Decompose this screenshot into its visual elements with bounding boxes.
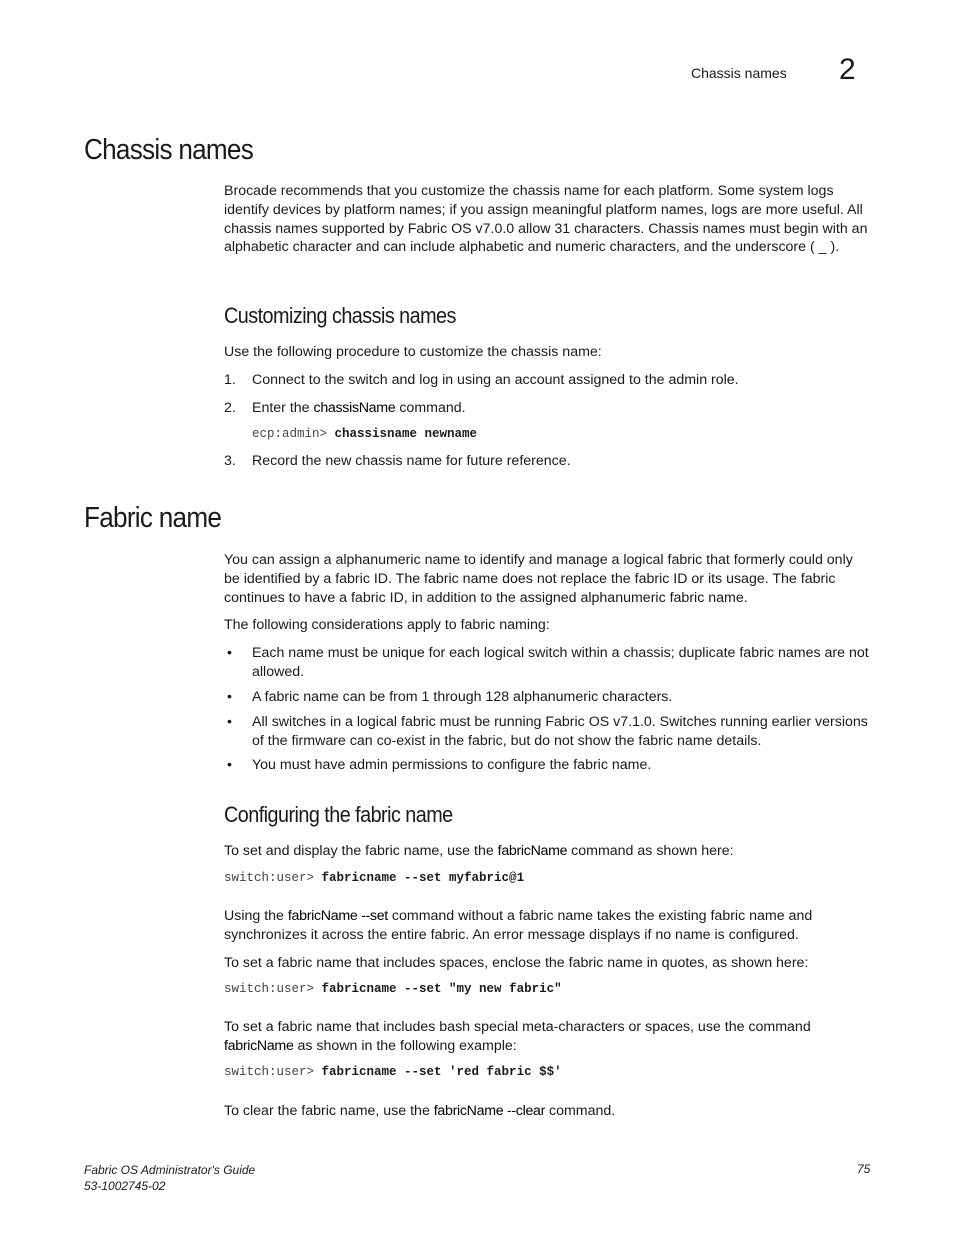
step-text: Connect to the switch and log in using an account assigned to the admin role. xyxy=(252,372,739,388)
subsection-title-customizing: Customizing chassis names xyxy=(224,303,456,328)
step-number: 2. xyxy=(224,400,236,416)
command-name: chassisName xyxy=(313,400,396,416)
bullet-dot: • xyxy=(227,714,232,730)
command-name: fabricName xyxy=(224,1037,294,1054)
configuring-para-4: To set a fabric name that includes bash special meta-characters or spaces, use the command fabricName as shown in the following example: xyxy=(224,1019,811,1054)
subsection-title-configuring: Configuring the fabric name xyxy=(224,802,453,827)
chassis-names-intro: Brocade recommends that you customize the chassis name for each platform. Some system logs identify devices by platform names; if you assign meaningful platform names, logs are more useful. All chassis names supported by Fabric OS v7.0.0 allow 31 characters. Chassis names must begin with an alphabetic character and can include alphabetic and numeric characters, and the underscore ( _ ). xyxy=(224,183,868,256)
command-name: fabricName xyxy=(497,843,568,859)
code-command: fabricname --set 'red fabric $$' xyxy=(321,1065,562,1079)
bullet-dot: • xyxy=(227,689,232,705)
code-example-spaces xyxy=(224,982,562,996)
chapter-number: 2 xyxy=(839,53,856,86)
customizing-lead: Use the following procedure to customize the chassis name: xyxy=(224,344,602,360)
configuring-para-2: Using the fabricName --set command without a fabric name takes the existing fabric name and synchronizes it across the entire fabric. An error message displays if no name is configured. xyxy=(224,908,813,943)
footer-doc-info xyxy=(84,1162,255,1194)
code-command: chassisname newname xyxy=(334,427,478,441)
footer-doc-title: Fabric OS Administrator's Guide xyxy=(84,1163,256,1177)
command-name: fabricName --clear xyxy=(433,1103,546,1119)
code-prompt: switch:user> xyxy=(224,982,322,996)
bullet-dot: • xyxy=(227,645,232,661)
fabric-name-intro: You can assign a alphanumeric name to identify and manage a logical fabric that formerly could only be identified by a fabric ID. The fabric name does not replace the fabric ID or its usage. The fabric continues to have a fabric ID, in addition to the assigned alphanumeric fabric name. xyxy=(224,552,853,606)
code-prompt: switch:user> xyxy=(224,1065,322,1079)
configuring-para-5: To clear the fabric name, use the fabricName --clear command. xyxy=(224,1103,616,1119)
code-command: fabricname --set "my new fabric" xyxy=(321,982,562,996)
code-command: fabricname --set myfabric@1 xyxy=(321,871,525,885)
code-example-set xyxy=(224,871,524,885)
configuring-para-3: To set a fabric name that includes spaces, enclose the fabric name in quotes, as shown here: xyxy=(224,955,809,971)
configuring-para-1: To set and display the fabric name, use the fabricName command as shown here: xyxy=(224,843,734,859)
step-text: Enter the chassisName command. xyxy=(252,400,466,416)
step-number: 3. xyxy=(224,453,236,469)
code-example-chassisname xyxy=(252,427,477,441)
step-number: 1. xyxy=(224,372,236,388)
page-number: 75 xyxy=(857,1162,871,1176)
step-text: Record the new chassis name for future reference. xyxy=(252,453,571,469)
code-prompt: switch:user> xyxy=(224,871,322,885)
code-example-special-chars xyxy=(224,1065,562,1079)
footer-doc-number: 53-1002745-02 xyxy=(84,1179,166,1193)
bullet-dot: • xyxy=(227,757,232,773)
section-title-chassis-names: Chassis names xyxy=(84,134,254,166)
code-prompt: ecp:admin> xyxy=(252,427,335,441)
running-header-section: Chassis names xyxy=(691,65,787,81)
command-name: fabricName --set xyxy=(287,908,388,924)
section-title-fabric-name: Fabric name xyxy=(84,502,222,534)
fabric-name-lead: The following considerations apply to fabric naming: xyxy=(224,617,550,633)
